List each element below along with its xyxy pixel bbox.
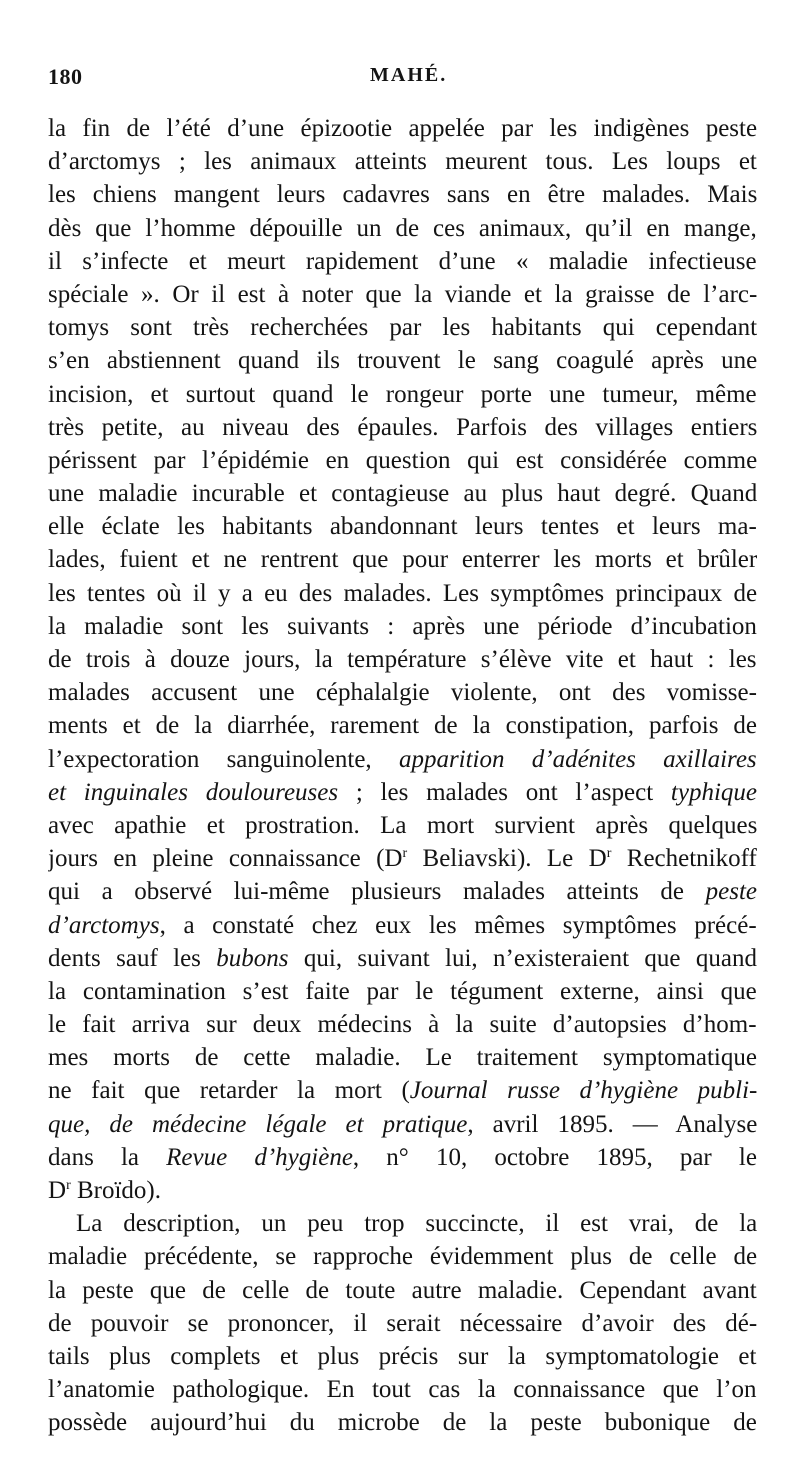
text-line: [48, 809, 757, 842]
text-line: [48, 1406, 757, 1439]
text-line: [48, 112, 757, 145]
text-line: [48, 1141, 757, 1174]
text-segment: , n° 10, octobre 1895, par le: [352, 1143, 757, 1171]
text-segment: la fin de l’été d’une épizootie appelée par les indigènes peste: [48, 115, 757, 142]
text-line: [48, 676, 757, 709]
text-segment: lades, fuient et ne rentrent que pour enterrer les morts et brûler: [48, 546, 757, 574]
text-segment: dents sauf les: [48, 944, 217, 972]
text-line: [48, 1373, 757, 1406]
text-line: [48, 1008, 757, 1041]
text-line: [48, 378, 757, 411]
text-line: [48, 577, 757, 610]
text-segment: l’anatomie pathologique. En tout cas la connaissance que l’on: [48, 1376, 757, 1404]
text-line: [48, 875, 757, 908]
italic-text: que, de médecine légale et pratique: [48, 1110, 468, 1138]
text-line: [48, 1041, 757, 1074]
text-line: [48, 1340, 757, 1373]
text-line: [48, 1108, 757, 1141]
text-line: [48, 709, 757, 742]
italic-text: Revue d’hygiène: [166, 1143, 353, 1171]
text-line: [48, 344, 757, 377]
text-line: [48, 975, 757, 1008]
text-line: [48, 1207, 757, 1240]
text-line: [48, 278, 757, 311]
text-segment: dès que l’homme dépouille un de ces animaux, qu’il en mange,: [48, 214, 757, 242]
text-segment: , avril 1895. — Analyse: [467, 1110, 757, 1138]
text-line: [48, 1240, 757, 1273]
text-segment: s’en abstiennent quand ils trouvent le sang coagulé après une: [48, 347, 757, 375]
text-segment: dans la: [48, 1143, 167, 1171]
text-segment: spéciale ». Or il est à noter que la viande et la graisse de l’arc-: [48, 280, 757, 308]
italic-text: et inguinales douloureuses: [48, 778, 339, 806]
text-segment: il s’infecte et meurt rapidement d’une « maladie infectieuse: [48, 247, 757, 275]
superscript-text: r: [402, 846, 408, 862]
text-segment: possède aujourd’hui du microbe de la peste bubonique de: [48, 1409, 757, 1437]
text-line: [48, 245, 757, 278]
text-segment: Broïdo).: [70, 1177, 162, 1204]
body-text: [48, 112, 757, 1440]
text-segment: qui, suivant lui, n’existeraient que quand: [288, 944, 757, 972]
text-segment: qui a observé lui-même plusieurs malades atteints de: [48, 878, 706, 906]
text-line: [48, 510, 757, 543]
text-segment: très petite, au niveau des épaules. Parfois des villages entiers: [48, 413, 757, 441]
page-number: 180: [48, 64, 83, 89]
text-line: [48, 444, 757, 477]
running-title: MAHÉ.: [370, 64, 448, 86]
text-segment: maladie précédente, se rapproche évidemment plus de celle de: [48, 1243, 757, 1271]
text-segment: la maladie sont les suivants : après une période d’incubation: [48, 612, 757, 640]
text-segment: D: [48, 1177, 67, 1204]
text-segment: périssent par l’épidémie en question qui est considérée comme: [48, 446, 757, 474]
text-line: [48, 145, 757, 178]
text-segment: la peste que de celle de toute autre maladie. Cependant avant: [48, 1276, 757, 1304]
text-segment: une maladie incurable et contagieuse au plus haut degré. Quand: [48, 480, 757, 508]
italic-text: Journal russe d’hygiène publi-: [409, 1077, 757, 1105]
text-line: [48, 311, 757, 344]
text-line: [48, 1274, 757, 1307]
text-line: [48, 743, 757, 776]
text-segment: les tentes où il y a eu des malades. Les symptômes principaux de: [48, 579, 757, 607]
text-line: [48, 842, 757, 875]
text-line: [48, 909, 757, 942]
text-line: [48, 610, 757, 643]
text-segment: incision, et surtout quand le rongeur porte une tumeur, même: [48, 380, 757, 408]
text-segment: mes morts de cette maladie. Le traitement symptomatique: [48, 1044, 757, 1072]
text-segment: l’expectoration sanguinolente,: [48, 745, 399, 773]
text-segment: jours en pleine connaissance (D: [48, 845, 403, 873]
superscript-text: r: [606, 846, 612, 862]
text-segment: ments et de la diarrhée, rarement de la constipation, parfois de: [48, 712, 757, 740]
text-segment: elle éclate les habitants abandonnant leurs tentes et leurs ma-: [48, 513, 757, 541]
text-line: [48, 178, 757, 211]
text-segment: le fait arriva sur deux médecins à la suite d’autopsies d’hom-: [48, 1011, 757, 1039]
superscript-text: r: [66, 1178, 71, 1193]
italic-text: d’arctomys: [48, 911, 160, 939]
text-segment: de trois à douze jours, la température s’élève vite et haut : les: [48, 646, 757, 673]
text-segment: ; les malades ont l’aspect: [338, 778, 671, 806]
text-segment: tomys sont très recherchées par les habitants qui cependant: [48, 314, 757, 342]
text-segment: Beliavski). Le D: [407, 845, 607, 873]
text-line: [48, 1074, 757, 1107]
italic-text: typhique: [670, 778, 757, 806]
text-segment: malades accusent une céphalalgie violente, ont des vomisse-: [48, 679, 757, 707]
text-segment: avec apathie et prostration. La mort survient après quelques: [48, 811, 757, 839]
text-line: [48, 1174, 757, 1207]
text-line: [48, 776, 757, 809]
text-line: [48, 212, 757, 245]
text-line: [48, 1307, 757, 1340]
text-line: [48, 643, 757, 676]
text-segment: de pouvoir se prononcer, il serait nécessaire d’avoir des dé-: [48, 1309, 757, 1337]
text-segment: tails plus complets et plus précis sur la symptomatologie et: [48, 1342, 757, 1370]
text-segment: Rechetnikoff: [611, 845, 757, 873]
italic-text: apparition d’adénites axillaires: [398, 745, 757, 773]
text-segment: La description, un peu trop succincte, il est vrai, de la: [76, 1210, 757, 1238]
text-segment: , a constaté chez eux les mêmes symptômes précé-: [159, 911, 757, 939]
text-segment: d’arctomys ; les animaux atteints meurent tous. Les loups et: [48, 148, 757, 176]
italic-text: bubons: [216, 944, 289, 972]
italic-text: peste: [705, 878, 757, 906]
text-segment: la contamination s’est faite par le tégument externe, ainsi que: [48, 977, 757, 1005]
running-head: [48, 64, 756, 92]
text-line: [48, 477, 757, 510]
text-line: [48, 543, 757, 576]
text-line: [48, 942, 757, 975]
text-segment: les chiens mangent leurs cadavres sans en être malades. Mais: [48, 181, 757, 209]
text-segment: ne fait que retarder la mort (: [48, 1077, 410, 1105]
text-line: [48, 411, 757, 444]
